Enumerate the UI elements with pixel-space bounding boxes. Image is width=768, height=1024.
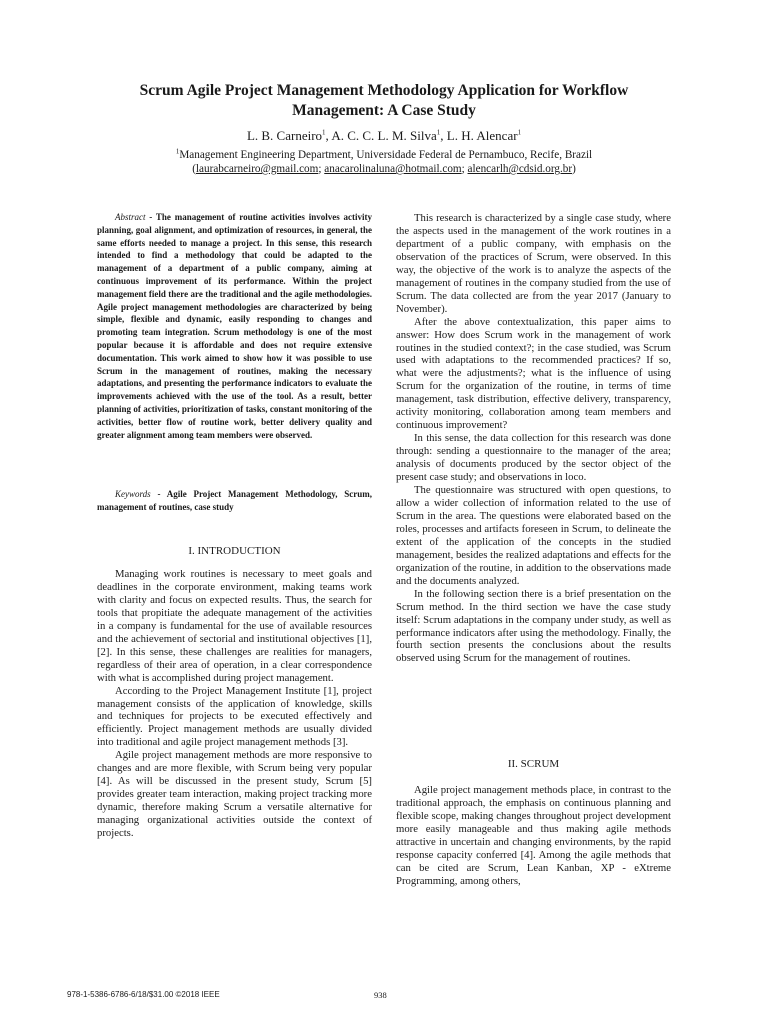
- section-heading-scrum: II. SCRUM: [507, 758, 560, 770]
- paragraph: According to the Project Management Institute [1], project management consists of the application of knowledge, skills and techniques for projects to be executed effectively and efficiently. Project management methods are usually divided into traditional and agile project management methods [3].: [97, 684, 372, 749]
- author-name: L. H. Alencar: [446, 128, 518, 143]
- paper-title: Scrum Agile Project Management Methodology Application for Workflow Management: A Case Study: [139, 82, 629, 119]
- paragraph: In the following section there is a brief presentation on the Scrum method. In the third section we have the case study itself: Scrum adaptations in the company under study, as well as performance indicators after using the methodology. Finally, the fourth section presents the conclusions about the results observed using Scrum for the management of routines.: [396, 587, 671, 665]
- author-separator: ,: [440, 128, 447, 143]
- author-affiliation-mark: 1: [322, 128, 326, 137]
- email-link[interactable]: laurabcarneiro@gmail.com: [195, 163, 319, 175]
- keywords-text: - Agile Project Management Methodology, Scrum, management of routines, case study: [97, 489, 373, 512]
- paragraph: This research is characterized by a single case study, where the aspects used in the management of the work routines in a department of a public company, with emphasis on the observation of the practices of Scrum, were observed. In this way, the objective of the work is to analyze the aspects of the management of routines in the company studied from the use of Scrum. The data collected are from the year 2017 (January to November).: [396, 212, 671, 315]
- paragraph: In this sense, the data collection for this research was done through: sending a questionnaire to the manager of the area; analysis of documents produced by the sector object of the present case study; and observations in loco.: [396, 432, 671, 484]
- author-list: [100, 128, 668, 144]
- email-link[interactable]: alencarlh@cdsid.org.br: [467, 163, 573, 175]
- paragraph: Managing work routines is necessary to meet goals and deadlines in the corporate environment, making teams work with clarity and focus on expected results. Thus, the search for tools that propitiate the adequate management of the activities in a company is fundamental for the use of available resources and the achievement of sectorial and institutional objectives [1], [2]. In this sense, these challenges are realities for managers, regardless of their area of operation, in a clear correspondence with what is accomplished during project management.: [97, 568, 372, 684]
- affiliation: [100, 148, 668, 162]
- keywords-label: Keywords: [115, 489, 151, 499]
- author-name: A. C. C. L. M. Silva: [331, 128, 437, 143]
- abstract-text: - The management of routine activities involves activity planning, goal alignment, and optimization of resources, in general, the same efforts needed to manage a project. In this sense, this research intended to find a methodology that could be adapted to the management of a department of a public company, aiming at continuous improvement of its performance. Within the project management field there are the traditional and the agile methodologies. Agile project management methodologies are characterized by being simple, flexible and dynamic, easily responding to changes and promoting team integration. Scrum methodology is one of the most popular because it is affordable and does not require extensive documentation. This work aimed to show how it was possible to use Scrum in the management of routines, making the necessary adaptations, and presenting the performance indicators to evaluate the improvements achieved with the use of the tool. As a result, better planning of activities, prioritization of tasks, constant monitoring of the activities, better flow of routine work, better delivery quality and greater alignment among team members were observed.: [97, 212, 372, 440]
- introduction-body: [97, 568, 372, 840]
- paragraph: Agile project management methods place, in contrast to the traditional approach, the emphasis on continuous planning and flexible scope, making changes throughout project development more easily manageable and thus making agile methods attractive in uncertain and changing environments, by the rapid response capacity conferred [4]. Among the agile methods that can be cited are Scrum, Lean Kanban, XP - eXtreme Programming, among others,: [396, 784, 671, 887]
- page-number: 938: [374, 990, 387, 1000]
- section-heading-introduction: I. INTRODUCTION: [188, 545, 281, 557]
- introduction-continued: [396, 212, 671, 665]
- author-name: L. B. Carneiro: [246, 128, 323, 143]
- paragraph: The questionnaire was structured with open questions, to allow a wider collection of information related to the use of Scrum in the area. The questions were elaborated based on the roles, processes and artifacts foreseen in Scrum, to delineate the extent of the application of the concepts in the studied management, besides the realized adaptations and effects for the organization of the routine, in addition to the observations made and the documents analyzed.: [396, 484, 671, 587]
- author-affiliation-mark: 1: [517, 128, 522, 137]
- abstract: [97, 211, 372, 441]
- affiliation-mark: 1: [175, 147, 180, 156]
- abstract-label: Abstract: [115, 212, 146, 222]
- author-separator: ,: [325, 128, 332, 143]
- email-link[interactable]: anacarolinaluna@hotmail.com: [324, 163, 462, 175]
- paragraph: Agile project management methods are more responsive to changes and are more flexible, with Scrum being very popular [4]. As will be discussed in the present study, Scrum [5] provides greater team interaction, making project tracking more dynamic, therefore making Scrum a versatile alternative for managing organizational activities outside the context of projects.: [97, 749, 372, 840]
- keywords: [97, 488, 372, 514]
- affiliation-text: Management Engineering Department, Universidade Federal de Pernambuco, Recife, Brazil: [179, 149, 593, 161]
- author-affiliation-mark: 1: [436, 128, 441, 137]
- email-list: (laurabcarneiro@gmail.com; anacarolinaluna@hotmail.com; alencarlh@cdsid.org.br): [192, 163, 576, 175]
- scrum-body: [396, 784, 671, 888]
- paragraph: After the above contextualization, this paper aims to answer: How does Scrum work in the management of work routines in the studied context?; in the case studied, was Scrum used with adaptations to the recommended practices? If so, what were the adjustments?; what is the influence of using Scrum for the organization of the routine, in terms of time management, task distribution, effective delivery, transparency, activity monitoring, collaboration among team members and continuous improvement?: [396, 315, 671, 432]
- footer-isbn: 978-1-5386-6786-6/18/$31.00 ©2018 IEEE: [67, 990, 220, 999]
